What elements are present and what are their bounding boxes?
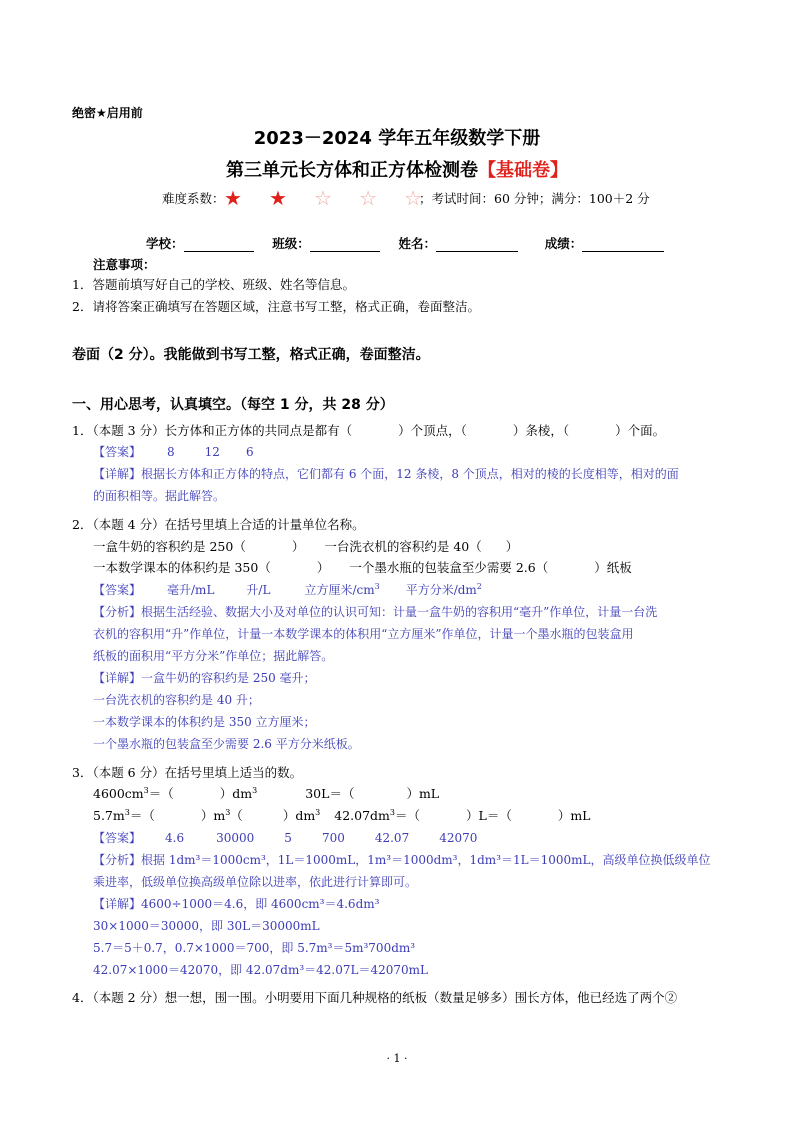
note-item: 1．答题前填写好自己的学校、班级、姓名等信息。 xyxy=(72,277,355,292)
class-label: 班级： xyxy=(272,236,310,251)
star-filled-icon: ★ xyxy=(224,186,242,210)
question-3-line-1: $4600cm^3=$（ ）$dm^3$ 30L＝（ ）mL xyxy=(93,785,440,801)
answer-line: 【答案】 毫升/mL 升/L 立方厘米$/cm^3$ 平方分米$/dm^2$ xyxy=(93,582,482,597)
star-filled-icon: ★ xyxy=(269,186,287,210)
explanation-line: 42.07×1000＝42070，即 42.07dm³＝42.07L＝42070mL xyxy=(93,963,429,977)
notes-title: 注意事项： xyxy=(93,257,156,272)
explanation-line: 一个墨水瓶的包装盒至少需要 2.6 平方分米纸板。 xyxy=(93,737,360,751)
question-4: 4．（本题 2 分）想一想，围一围。小明要用下面几种规格的纸板（数量足够多）围长方体，他已经选了两个② xyxy=(72,990,678,1005)
exam-title-line2 xyxy=(0,160,794,182)
exam-title-main: 第三单元长方体和正方体检测卷 xyxy=(226,160,478,181)
explanation-line: 【详解】4600÷1000＝4.6，即 4600cm³＝4.6dm³ xyxy=(93,897,380,911)
answer-line: 【答案】 4.6 30000 5 700 42.07 42070 xyxy=(93,831,478,845)
explanation-line: 一台洗衣机的容积约是 40 升； xyxy=(93,693,260,707)
student-fields xyxy=(146,236,664,252)
explanation-line: 【详解】根据长方体和正方体的特点，它们都有 6 个面，12 条棱，8 个顶点，相对的棱的长度相等，相对的面 xyxy=(93,467,679,481)
question-2-line-2: 一本数学课本的体积约是 350（ ） 一个墨水瓶的包装盒至少需要 2.6（ ）纸板 xyxy=(93,560,632,575)
difficulty-label: 难度系数： xyxy=(162,191,225,206)
star-empty-icon: ☆ xyxy=(359,186,378,210)
school-label: 学校： xyxy=(146,236,184,251)
explanation-line: 5.7＝5＋0.7，0.7×1000＝700，即 5.7m³＝5m³700dm³ xyxy=(93,941,416,955)
page-number: · 1 · xyxy=(386,1052,408,1065)
difficulty-stars xyxy=(224,188,422,209)
question-2-line-1: 一盒牛奶的容积约是 250（ ） 一台洗衣机的容积约是 40（ ） xyxy=(93,539,519,554)
exam-title-tag: 【基础卷】 xyxy=(478,160,568,181)
analysis-line: 乘进率，低级单位换高级单位除以进率，依此进行计算即可。 xyxy=(93,875,418,889)
note-item: 2．请将答案正确填写在答题区域，注意书写工整，格式正确，卷面整洁。 xyxy=(72,299,480,314)
question-3-line-2: $5.7m^3=$（ ）$m^3$（ ）$dm^3$ $42.07dm^3=$（ ）L＝（ ）mL xyxy=(93,807,591,823)
exam-info: ；考试时间：60 分钟；满分：100＋2 分 xyxy=(419,191,650,206)
explanation-line: 【详解】一盒牛奶的容积约是 250 毫升； xyxy=(93,671,316,685)
confidential-mark: 绝密★启用前 xyxy=(72,106,143,120)
school-field[interactable] xyxy=(184,238,254,252)
question-3: 3．（本题 6 分）在括号里填上适当的数。 xyxy=(72,765,303,780)
explanation-line: 的面积相等。据此解答。 xyxy=(93,489,226,503)
difficulty-row xyxy=(162,191,225,207)
explanation-line: 30×1000＝30000，即 30L＝30000mL xyxy=(93,919,320,933)
analysis-line: 纸板的面积用“平方分米”作单位；据此解答。 xyxy=(93,649,334,663)
class-field[interactable] xyxy=(310,238,380,252)
star-empty-icon: ☆ xyxy=(404,186,423,210)
name-field[interactable] xyxy=(436,238,518,252)
score-label: 成绩： xyxy=(544,236,583,251)
question-2: 2．（本题 4 分）在括号里填上合适的计量单位名称。 xyxy=(72,517,365,532)
neatness-statement: 卷面（2 分）。我能做到书写工整，格式正确，卷面整洁。 xyxy=(72,347,430,363)
question-1: 1．（本题 3 分）长方体和正方体的共同点是都有（ ）个顶点，（ ）条棱，（ ）个面。 xyxy=(72,423,666,438)
analysis-line: 衣机的容积用“升”作单位，计量一本数学课本的体积用“立方厘米”作单位，计量一个墨水瓶的包装盒用 xyxy=(93,627,634,641)
analysis-line: 【分析】根据生活经验、数据大小及对单位的认识可知：计量一盒牛奶的容积用“毫升”作单位，计量一台洗 xyxy=(93,605,658,619)
exam-title-line1: 2023－2024 学年五年级数学下册 xyxy=(253,128,541,149)
score-field[interactable] xyxy=(582,238,664,252)
name-label: 姓名： xyxy=(398,236,436,251)
explanation-line: 一本数学课本的体积约是 350 立方厘米； xyxy=(93,715,316,729)
section-title: 一、用心思考，认真填空。（每空 1 分，共 28 分） xyxy=(72,397,394,413)
analysis-line: 【分析】根据 1dm³＝1000cm³，1L＝1000mL，1m³＝1000dm³，1dm³＝1L＝1000mL，高级单位换低级单位 xyxy=(93,853,711,867)
star-empty-icon: ☆ xyxy=(314,186,332,210)
answer-line: 【答案】 8 12 6 xyxy=(93,445,254,459)
